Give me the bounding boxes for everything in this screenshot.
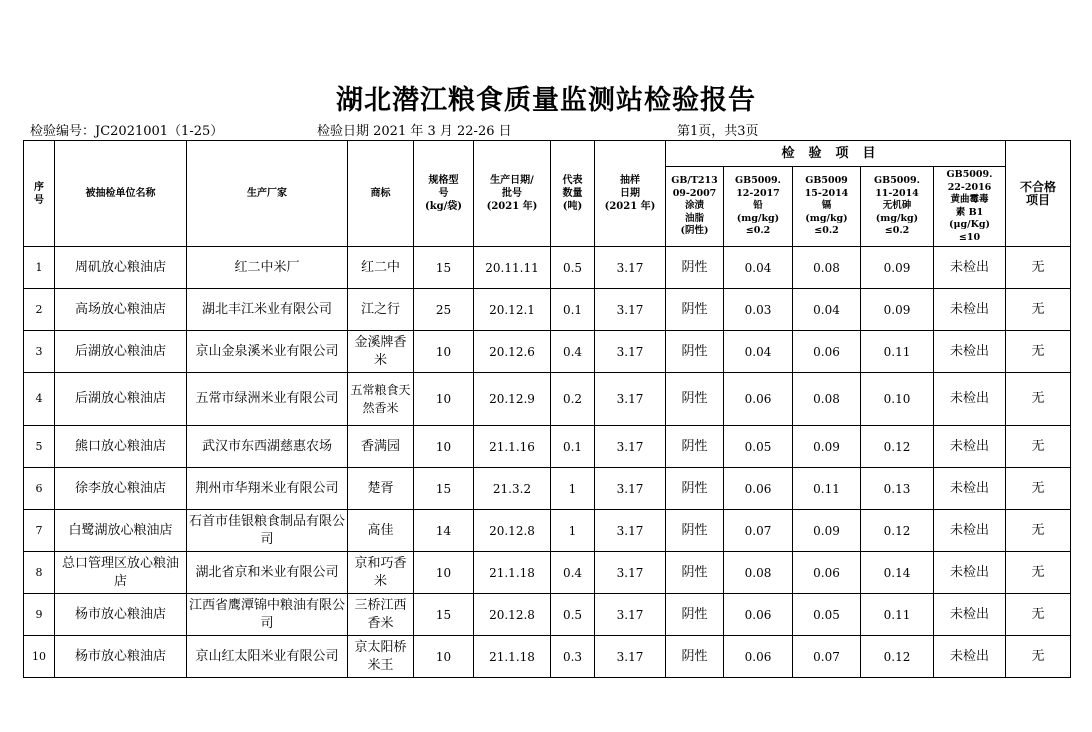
cell-failed: 无	[1006, 552, 1071, 594]
table-row	[24, 373, 1071, 426]
cell-brand: 五常粮食天然香米	[348, 373, 414, 426]
cell-sample-date: 3.17	[595, 594, 666, 636]
cell-arsenic: 0.12	[861, 510, 934, 552]
cell-sample-date: 3.17	[595, 636, 666, 678]
table-row	[24, 552, 1071, 594]
cell-production-date: 20.11.11	[474, 247, 551, 289]
cell-brand: 金溪牌香米	[348, 331, 414, 373]
cell-oil-coating: 阴性	[666, 331, 724, 373]
cell-oil-coating: 阴性	[666, 552, 724, 594]
cell-lead: 0.06	[724, 373, 793, 426]
cell-brand: 三桥江西香米	[348, 594, 414, 636]
cell-spec: 10	[414, 552, 474, 594]
cell-oil-coating: 阴性	[666, 594, 724, 636]
cell-maker: 京山红太阳米业有限公司	[187, 636, 348, 678]
cell-quantity: 0.4	[551, 552, 595, 594]
cell-spec: 14	[414, 510, 474, 552]
header-lead: GB5009. 12-2017 铅 (mg/kg) ≤0.2	[724, 167, 793, 247]
cell-oil-coating: 阴性	[666, 373, 724, 426]
cell-sample-date: 3.17	[595, 289, 666, 331]
cell-arsenic: 0.11	[861, 331, 934, 373]
cell-quantity: 0.2	[551, 373, 595, 426]
cell-unit: 杨市放心粮油店	[55, 636, 187, 678]
cell-lead: 0.06	[724, 468, 793, 510]
cell-sample-date: 3.17	[595, 510, 666, 552]
cell-spec: 10	[414, 331, 474, 373]
header-production-date: 生产日期/ 批号 (2021 年)	[474, 141, 551, 247]
cell-quantity: 0.1	[551, 426, 595, 468]
cell-aflatoxin: 未检出	[934, 247, 1006, 289]
cell-arsenic: 0.12	[861, 636, 934, 678]
cell-maker: 江西省鹰潭锦中粮油有限公司	[187, 594, 348, 636]
cell-maker: 武汉市东西湖慈惠农场	[187, 426, 348, 468]
cell-arsenic: 0.09	[861, 247, 934, 289]
cell-production-date: 21.3.2	[474, 468, 551, 510]
cell-seq: 7	[24, 510, 55, 552]
cell-quantity: 0.5	[551, 247, 595, 289]
cell-maker: 湖北省京和米业有限公司	[187, 552, 348, 594]
cell-brand: 京和巧香米	[348, 552, 414, 594]
cell-oil-coating: 阴性	[666, 468, 724, 510]
cell-cadmium: 0.06	[793, 331, 861, 373]
cell-seq: 8	[24, 552, 55, 594]
cell-arsenic: 0.11	[861, 594, 934, 636]
cell-sample-date: 3.17	[595, 247, 666, 289]
cell-oil-coating: 阴性	[666, 289, 724, 331]
cell-spec: 10	[414, 426, 474, 468]
table-row	[24, 510, 1071, 552]
header-maker: 生产厂家	[187, 141, 348, 247]
cell-seq: 2	[24, 289, 55, 331]
cell-oil-coating: 阴性	[666, 510, 724, 552]
cell-spec: 10	[414, 373, 474, 426]
table-row	[24, 468, 1071, 510]
cell-brand: 高佳	[348, 510, 414, 552]
cell-sample-date: 3.17	[595, 426, 666, 468]
cell-seq: 6	[24, 468, 55, 510]
cell-seq: 9	[24, 594, 55, 636]
cell-quantity: 0.1	[551, 289, 595, 331]
header-unit: 被抽检单位名称	[55, 141, 187, 247]
cell-cadmium: 0.05	[793, 594, 861, 636]
cell-quantity: 1	[551, 510, 595, 552]
cell-lead: 0.04	[724, 331, 793, 373]
cell-production-date: 21.1.16	[474, 426, 551, 468]
cell-brand: 江之行	[348, 289, 414, 331]
header-inorganic-arsenic: GB5009. 11-2014 无机砷 (mg/kg) ≤0.2	[861, 167, 934, 247]
cell-maker: 湖北丰江米业有限公司	[187, 289, 348, 331]
cell-spec: 25	[414, 289, 474, 331]
page-indicator: 第1页，共3页	[677, 124, 759, 139]
cell-unit: 白鹭湖放心粮油店	[55, 510, 187, 552]
cell-aflatoxin: 未检出	[934, 426, 1006, 468]
table-row	[24, 247, 1071, 289]
header-sample-date: 抽样 日期 (2021 年)	[595, 141, 666, 247]
cell-maker: 石首市佳银粮食制品有限公司	[187, 510, 348, 552]
cell-aflatoxin: 未检出	[934, 468, 1006, 510]
cell-seq: 10	[24, 636, 55, 678]
header-quantity: 代表 数量 (吨)	[551, 141, 595, 247]
cell-oil-coating: 阴性	[666, 247, 724, 289]
cell-spec: 15	[414, 594, 474, 636]
cell-unit: 杨市放心粮油店	[55, 594, 187, 636]
cell-production-date: 20.12.6	[474, 331, 551, 373]
header-failed-items: 不合格 项目	[1006, 141, 1071, 247]
cell-sample-date: 3.17	[595, 468, 666, 510]
cell-cadmium: 0.07	[793, 636, 861, 678]
report-title: 湖北潜江粮食质量监测站检验报告	[336, 85, 756, 116]
cell-brand: 红二中	[348, 247, 414, 289]
cell-sample-date: 3.17	[595, 373, 666, 426]
cell-lead: 0.07	[724, 510, 793, 552]
cell-arsenic: 0.14	[861, 552, 934, 594]
cell-quantity: 0.3	[551, 636, 595, 678]
cell-failed: 无	[1006, 373, 1071, 426]
report-number: 检验编号：JC2021001（1-25）	[30, 124, 224, 139]
table-row	[24, 636, 1071, 678]
cell-unit: 总口管理区放心粮油店	[55, 552, 187, 594]
cell-failed: 无	[1006, 636, 1071, 678]
header-oil-coating: GB/T213 09-2007 涂渍 油脂 (阴性)	[666, 167, 724, 247]
cell-aflatoxin: 未检出	[934, 331, 1006, 373]
cell-lead: 0.04	[724, 247, 793, 289]
cell-lead: 0.08	[724, 552, 793, 594]
cell-production-date: 20.12.9	[474, 373, 551, 426]
cell-seq: 5	[24, 426, 55, 468]
header-seq: 序 号	[24, 141, 55, 247]
cell-unit: 周矶放心粮油店	[55, 247, 187, 289]
cell-production-date: 20.12.8	[474, 594, 551, 636]
cell-production-date: 20.12.8	[474, 510, 551, 552]
cell-maker: 京山金泉溪米业有限公司	[187, 331, 348, 373]
cell-production-date: 21.1.18	[474, 636, 551, 678]
cell-aflatoxin: 未检出	[934, 373, 1006, 426]
cell-quantity: 0.4	[551, 331, 595, 373]
inspection-table	[23, 140, 1071, 678]
cell-arsenic: 0.12	[861, 426, 934, 468]
cell-maker: 荆州市华翔米业有限公司	[187, 468, 348, 510]
cell-arsenic: 0.10	[861, 373, 934, 426]
header-aflatoxin-b1: GB5009. 22-2016 黄曲霉毒 素 B1 (μg/Kg) ≤10	[934, 167, 1006, 247]
cell-lead: 0.06	[724, 594, 793, 636]
cell-spec: 10	[414, 636, 474, 678]
cell-failed: 无	[1006, 247, 1071, 289]
cell-failed: 无	[1006, 289, 1071, 331]
cell-maker: 五常市绿洲米业有限公司	[187, 373, 348, 426]
header-test-items: 检验项目	[666, 141, 1006, 167]
cell-lead: 0.05	[724, 426, 793, 468]
cell-cadmium: 0.08	[793, 247, 861, 289]
cell-cadmium: 0.06	[793, 552, 861, 594]
cell-brand: 香满园	[348, 426, 414, 468]
cell-aflatoxin: 未检出	[934, 594, 1006, 636]
cell-arsenic: 0.09	[861, 289, 934, 331]
cell-quantity: 1	[551, 468, 595, 510]
cell-oil-coating: 阴性	[666, 426, 724, 468]
cell-cadmium: 0.09	[793, 426, 861, 468]
table-row	[24, 331, 1071, 373]
cell-aflatoxin: 未检出	[934, 510, 1006, 552]
cell-unit: 后湖放心粮油店	[55, 373, 187, 426]
cell-cadmium: 0.11	[793, 468, 861, 510]
cell-failed: 无	[1006, 510, 1071, 552]
cell-sample-date: 3.17	[595, 552, 666, 594]
cell-unit: 徐李放心粮油店	[55, 468, 187, 510]
cell-seq: 1	[24, 247, 55, 289]
header-cadmium: GB5009 15-2014 镉 (mg/kg) ≤0.2	[793, 167, 861, 247]
cell-production-date: 21.1.18	[474, 552, 551, 594]
cell-failed: 无	[1006, 426, 1071, 468]
cell-cadmium: 0.08	[793, 373, 861, 426]
header-brand: 商标	[348, 141, 414, 247]
cell-cadmium: 0.04	[793, 289, 861, 331]
cell-oil-coating: 阴性	[666, 636, 724, 678]
cell-failed: 无	[1006, 468, 1071, 510]
table-row	[24, 426, 1071, 468]
cell-aflatoxin: 未检出	[934, 289, 1006, 331]
cell-sample-date: 3.17	[595, 331, 666, 373]
cell-cadmium: 0.09	[793, 510, 861, 552]
cell-production-date: 20.12.1	[474, 289, 551, 331]
cell-brand: 京太阳桥米王	[348, 636, 414, 678]
cell-arsenic: 0.13	[861, 468, 934, 510]
cell-brand: 楚胥	[348, 468, 414, 510]
cell-unit: 熊口放心粮油店	[55, 426, 187, 468]
cell-seq: 4	[24, 373, 55, 426]
cell-failed: 无	[1006, 331, 1071, 373]
cell-unit: 后湖放心粮油店	[55, 331, 187, 373]
cell-aflatoxin: 未检出	[934, 636, 1006, 678]
cell-lead: 0.06	[724, 636, 793, 678]
cell-unit: 高场放心粮油店	[55, 289, 187, 331]
cell-lead: 0.03	[724, 289, 793, 331]
cell-seq: 3	[24, 331, 55, 373]
cell-failed: 无	[1006, 594, 1071, 636]
cell-spec: 15	[414, 247, 474, 289]
header-spec: 规格型 号 (kg/袋)	[414, 141, 474, 247]
table-row	[24, 594, 1071, 636]
cell-maker: 红二中米厂	[187, 247, 348, 289]
table-row	[24, 289, 1071, 331]
cell-spec: 15	[414, 468, 474, 510]
cell-aflatoxin: 未检出	[934, 552, 1006, 594]
cell-quantity: 0.5	[551, 594, 595, 636]
test-date: 检验日期 2021 年 3 月 22-26 日	[317, 124, 512, 139]
